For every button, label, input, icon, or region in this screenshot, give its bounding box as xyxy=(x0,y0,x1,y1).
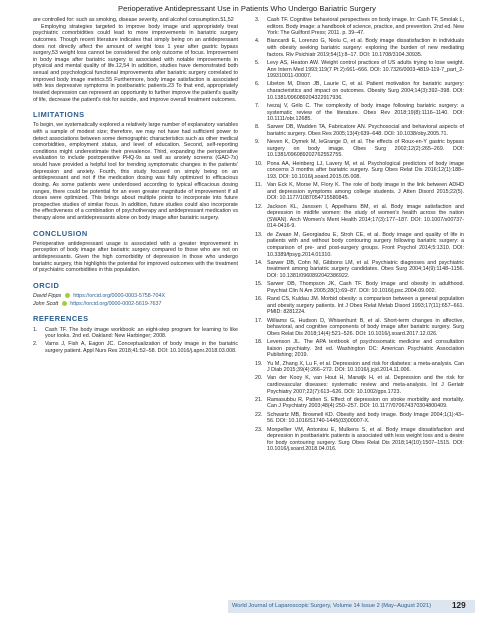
reference-number: 16. xyxy=(255,296,263,303)
reference-text: Van Eck K, Morse M, Flory K. The role of body image in the link between ADHD and depression symptoms among college students. J Atten Disord 2015;22(5). DOI: 10.1177/1087054715580845. xyxy=(267,182,464,202)
reference-number: 4. xyxy=(255,38,260,45)
reference-number: 14. xyxy=(255,259,263,266)
reference-item xyxy=(255,81,464,101)
reference-text: Varns J, Fish A, Eagon JC. Conceptualization of body image in the bariatric surgery patient. Appl Nurs Res 2018;41:52–58. DOI: 10.1016/j.apnr.2018.03.008. xyxy=(45,341,238,355)
reference-item xyxy=(255,361,464,374)
reference-item xyxy=(255,124,464,137)
reference-text: Sarwer DB, Wadden TA, Fabricatore AN. Psychosocial and behavioral aspects of bariatric surgery. Obes Res 2005;13(4):639–648. DOI: 10.1038/oby.2005.71. xyxy=(267,124,464,137)
page-number: 129 xyxy=(452,601,466,610)
reference-item xyxy=(255,38,464,58)
reference-number: 1. xyxy=(33,326,38,333)
references-heading: REFERENCES xyxy=(33,314,89,324)
reference-item xyxy=(255,60,464,80)
reference-text: Sarwer DB, Cohn NI, Gibbons LM, et al. Psychiatric diagnoses and psychiatric treatment among bariatric surgery candidates. Obes Surg 2004;14(9):1148–1156. DOI: 10.1381/0960892042386922. xyxy=(267,259,464,280)
reference-number: 3. xyxy=(255,17,260,23)
reference-item xyxy=(255,427,464,454)
reference-list xyxy=(255,17,464,453)
reference-text: Cash TF. The body image workbook: an eight-step program for learning to like your looks. 2nd ed. Oakland: New Harbinger; 2008. xyxy=(45,326,238,340)
reference-item xyxy=(255,339,464,359)
reference-text: Jackson KL, Janssen I, Appelhans BM, et al. Body image satisfaction and depression in midlife women: the study of women's health across the nation (SWAN). Arch Women's Ment Health 2014;17(3):177–187. DOI: 10.1007/s00737-014-0416-9. xyxy=(267,203,464,230)
reference-text: Neven K, Dymek M, leGrange D, et al. The effects of Roux-en-Y gastric bypass surgery on body image. Obes Surg 2002;12(2):265–269. DOI: 10.1381/096089202762552755. xyxy=(267,139,464,159)
reference-text: Sarwer DB, Thompson JK, Cash TF. Body image and obesity in adulthood. Psychiat Clin N Am 2005;28(1):69–87. DOI: 10.1016/j.psc.2004.09.002. xyxy=(267,281,464,294)
reference-item xyxy=(255,281,464,294)
reference-item xyxy=(33,327,238,340)
reference-number: 19. xyxy=(255,360,263,367)
reference-number: 20. xyxy=(255,375,263,382)
left-column xyxy=(33,17,238,356)
reference-item xyxy=(255,375,464,395)
reference-number: 2. xyxy=(33,341,38,348)
reference-text: Schwartz MB, Brownell KD. Obesity and body image. Body Image 2004;1(1):43–56. DOI: 10.1016/S1740-1445(03)00007-X. xyxy=(267,411,464,425)
right-column xyxy=(255,17,464,455)
reference-text: Van der Kooy K, van Hout H, Marwijk H, et al. Depression and the risk for cardiovascular diseases: systematic review and meta-analysis. Int J Geriatr Psychiatry 2007;22(7):613–626. DOI: 10.1002/gps.1723. xyxy=(267,375,464,395)
reference-item xyxy=(255,318,464,338)
orcid-entry xyxy=(33,293,238,300)
reference-number: 21. xyxy=(255,396,263,403)
reference-text: Ramasubbu R, Patten S. Effect of depression on stroke morbidity and mortality. Can J Psychiatry 2003;48(4):250–257. DOI: 10.1177/070674370304800409. xyxy=(267,396,464,410)
orcid-author-name: John Scott xyxy=(33,300,59,307)
reference-text: Rand CS, Kuldau JM. Morbid obesity: a comparison between a general population and obesity surgery patients. Int J Obes Relat Metab Disord 1993;17(11):657–661. PMID: 8281224. xyxy=(267,296,464,316)
orcid-link[interactable]: https://orcid.org/0000-0002-5619-7637 xyxy=(70,300,162,307)
limitations-paragraph: To begin, we systematically explored a relatively large number of explanatory variables with a sample of modest size; therefore, we may not have had sufficient power to detect associations between some demographic characteristics such as other medical comorbidities, employment status, and level of education. Second, self-reporting conditions might underestimate their prevalence. Third, expanding the perioperative evaluation to include postoperative PHQ-9s as well as anxiety screens (GAD-7s) would have provided a helpful tool for trending symptomatic changes in the patients' depression and anxiety. Fourth, this study focused on simply being on an antidepressant and not if the medication dosing was fully optimized to efficacious dosing. As some patients were underdosed according to typical efficacious dosing ranges, there could be potential for an even greater magnitude of improvement if all doses were optimized. This brings about multiple points to incorporate into future prospective studies of similar focus. In addition, future studies could also incorporate the effectiveness of a combination of psychotherapy and antidepressant medication vs therapy alone and antidepressants alone on body image after bariatric surgery. xyxy=(33,122,238,222)
reference-item xyxy=(255,161,464,181)
footer-journal-info: World Journal of Laparoscopic Surgery, Volume 14 Issue 2 (May–August 2021) xyxy=(232,603,431,609)
conclusion-heading: CONCLUSION xyxy=(33,228,88,238)
reference-text: Libeton M, Dixon JB, Laurie C, et al. Patient motivation for bariatric surgery: characteristics and impact on outcomes. Obesity Surg 2004;14(3):392–398. DOI: 10.1381/096089204322917936. xyxy=(267,81,464,101)
reference-item xyxy=(255,260,464,280)
reference-text: Yu M, Zhang X, Lu F, et al. Depression and risk for diabetes: a meta-analysis. Can J Diab 2015;39(4):266–272. DOI: 10.1016/j.jcjd.2014.11.006. xyxy=(267,360,464,374)
reference-text: Biancardi E, Lorenzo G, Niolu C, et al. Body image dissatisfaction in individuals with obesity seeking bariatric surgery: exploring the burden of new mediating factors. Riv Psichiatr 2019;54(1):8–17. DOI: 10.1708/3104.30935. xyxy=(267,38,464,58)
orcid-entry xyxy=(33,301,238,308)
reference-number: 10. xyxy=(255,160,263,167)
reference-number: 23. xyxy=(255,426,263,433)
reference-text: de Zwaan M, Georgiadou E, Stroh CE, et al. Body image and quality of life in patients with and without body contouring surgery following bariatric surgery: a comparison of pre- and post-surgery groups. Front Psychol 2014;5:1310. DOI: 10.3389/fpsyg.2014.01310. xyxy=(267,231,464,258)
orcid-heading: ORCID xyxy=(33,280,60,290)
reference-text: Ivezaj V, Grilo C. The complexity of body image following bariatric surgery: a systematic review of the literature. Obes Rev 2018;19(8):1116–1140. DOI: 10.1111/obr.12685. xyxy=(267,102,464,123)
reference-number: 17. xyxy=(255,317,263,324)
limitations-heading: LIMITATIONS xyxy=(33,110,85,120)
reference-item xyxy=(255,296,464,316)
reference-text: Cash TF. Cognitive behavioral perspectives on body image. In: Cash TF, Smolak L, editors. Body image: a handbook of science, practice, and prevention. 2nd ed. New York: The Guilford Press; 2011. p. 39–47. xyxy=(267,17,464,37)
reference-text: Levenson JL. The APA textbook of psychosomatic medicine and consultation liaison psychiatry. 3rd ed. Washington DC: American Psychiatric Association Publishing; 2019. xyxy=(267,339,464,359)
reference-number: 11. xyxy=(255,182,263,189)
reference-item xyxy=(255,103,464,123)
reference-text: Williams G, Hudson D, Whisenhunt B, et al. Short-term changes in affective, behavioral, and cognitive components of body image after bariatric surgery. Surg Obes Relat Dis 2018;14(4):521–526. DOI: 10.1016/j.soard.2017.12.026. xyxy=(267,317,464,337)
body-paragraph: are controlled for: such as smoking, disease severity, and alcohol consumption.51,52 xyxy=(33,17,234,23)
orcid-link[interactable]: https://orcid.org/0000-0003-5758-704X xyxy=(73,293,166,300)
orcid-icon xyxy=(62,301,67,306)
reference-item xyxy=(255,232,464,259)
reference-item xyxy=(255,182,464,202)
reference-number: 9. xyxy=(255,139,260,146)
reference-item xyxy=(255,17,464,37)
reference-number: 5. xyxy=(255,59,260,66)
reference-number: 7. xyxy=(255,102,260,109)
reference-number: 15. xyxy=(255,281,263,288)
conclusion-paragraph: Perioperative antidepressant usage is associated with a greater improvement in perception of body image after bariatric surgery compared to those who are not on antidepressants. Given the high comorbidity of depression in those who undergo bariatric surgery, this highlights the potential for improved outcomes with the treatment of psychiatric comorbidities in this population. xyxy=(33,240,238,274)
reference-item xyxy=(255,397,464,410)
body-paragraph: Employing strategies targeted to improve body image and appropriately treat psychiatric comorbidities could lead to more improvements in bariatric surgery outcomes. Though recent literature indicates that simply being on an antidepressant does not directly affect the amount of weight loss 1 year after gastric bypass surgery,53 weight loss cannot be considered the only outcome of focus. Improvement in body image after bariatric surgery is associated with notable improvements in physical and mental quality of life.12,54 In addition, studies have demonstrated both sexual and psychological functional improvements after bariatric surgery correlated to improved body image metrics.55 Furthermore, body image satisfaction is associated with less depressive symptoms in postbariatric patients.23 To that end, appropriately treated depression can represent an opportunity to further improve the patient's quality of life, decrease the patient's risk for suicide, and improve overall treatment outcomes. xyxy=(33,23,238,103)
reference-text: Pona AA, Heinberg LJ, Lavery M, et al. Psychological predictors of body image concerns 3 months after bariatric surgery. Surg Obes Relat Dis 2016;12(1):188–193. DOI: 10.1016/j.soard.2015.05.008. xyxy=(267,160,464,180)
running-title: Perioperative Antidepressant Use in Patients Who Undergo Bariatric Surgery xyxy=(118,4,376,13)
reference-number: 6. xyxy=(255,81,260,88)
reference-number: 12. xyxy=(255,203,263,210)
reference-text: Levy AS, Heaton AW. Weight control practices of US adults trying to lose weight. Ann Intern Med 1993;119(7 Pt 2):661–666. DOI: 10.7326/0003-4819-119-7_part_2-199310011-00007. xyxy=(267,59,464,80)
reference-list xyxy=(33,327,238,355)
reference-number: 22. xyxy=(255,411,263,418)
orcid-author-name: David Fipps xyxy=(33,293,62,300)
orcid-icon xyxy=(65,293,70,298)
reference-item xyxy=(255,412,464,425)
reference-item xyxy=(255,204,464,231)
reference-item xyxy=(255,139,464,159)
reference-text: Monpellier VM, Antoniou E, Mulkens S, et al. Body image dissatisfaction and depression in postbariatric patients is associated with less weight loss and a desire for body contouring surgery. Surg Obes Relat Dis 2018;14(10):1507–1515. DOI: 10.1016/j.soard.2018.04.016. xyxy=(267,426,464,453)
reference-number: 8. xyxy=(255,124,260,131)
reference-number: 18. xyxy=(255,339,263,346)
reference-item xyxy=(33,341,238,354)
reference-number: 13. xyxy=(255,231,263,238)
